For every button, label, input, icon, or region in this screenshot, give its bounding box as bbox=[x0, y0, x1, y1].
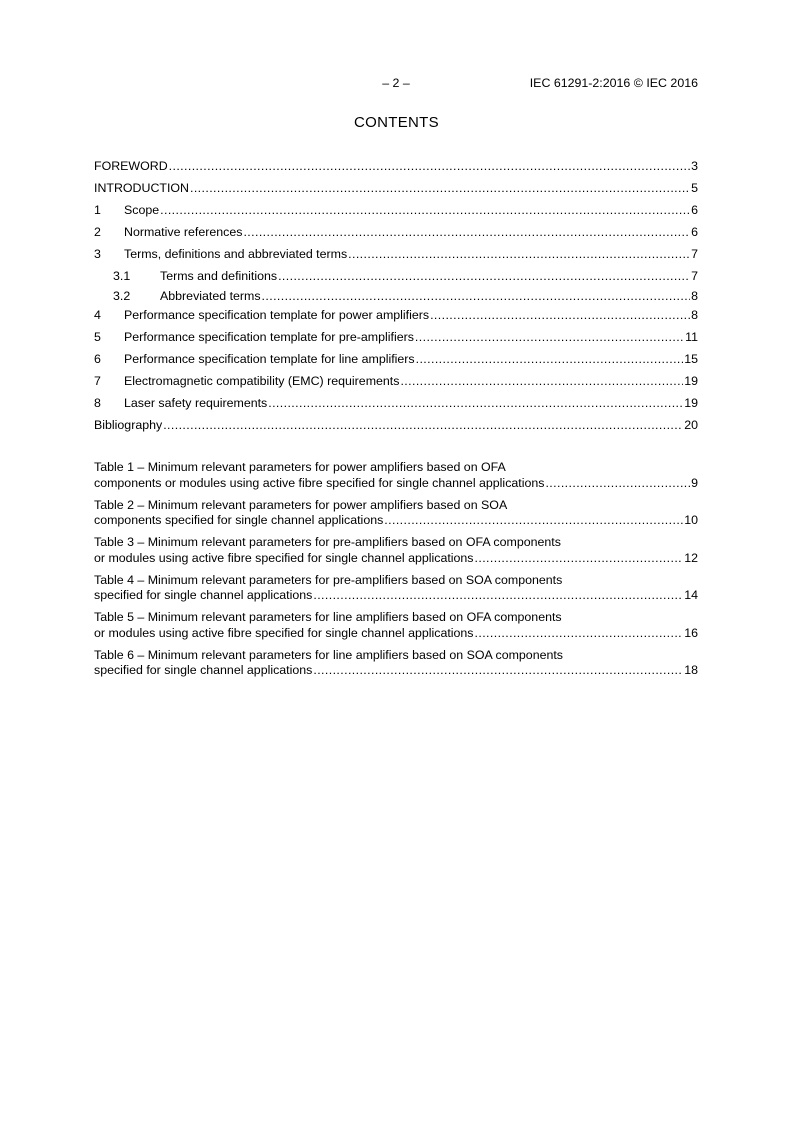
toc-entry-number: 2 bbox=[94, 225, 101, 239]
toc-entry-title: Performance specification template for line amplifiers bbox=[124, 352, 415, 366]
toc-entry-title: Terms and definitions bbox=[160, 269, 278, 283]
dot-leader bbox=[160, 202, 690, 218]
toc-entry-title: Terms, definitions and abbreviated terms bbox=[124, 247, 348, 261]
toc-entry-number: 3.2 bbox=[113, 288, 131, 303]
table-entry-caption-line1: Table 4 – Minimum relevant parameters for pre-amplifiers based on SOA components bbox=[94, 572, 563, 587]
toc-entry-number: 3 bbox=[94, 247, 101, 261]
dot-leader bbox=[430, 307, 690, 323]
toc-entry-number: 4 bbox=[94, 308, 101, 322]
dot-leader bbox=[348, 246, 690, 262]
dot-leader bbox=[313, 663, 683, 679]
table-list-entry[interactable] bbox=[94, 648, 698, 679]
toc-entry-page: 6 bbox=[691, 203, 698, 217]
table-list-entry[interactable] bbox=[94, 535, 698, 566]
page-header bbox=[0, 76, 793, 92]
page-number: – 2 – bbox=[382, 76, 410, 90]
toc-entry[interactable] bbox=[94, 202, 698, 224]
toc-entry-page: 3 bbox=[691, 159, 698, 173]
table-list-entry[interactable] bbox=[94, 498, 698, 529]
table-entry-caption-line2 bbox=[94, 551, 698, 567]
toc-entry[interactable] bbox=[94, 158, 698, 180]
toc-entry-title: Laser safety requirements bbox=[124, 396, 268, 410]
toc-entry[interactable] bbox=[94, 417, 698, 439]
dot-leader bbox=[190, 180, 690, 196]
toc-entry-title: Scope bbox=[124, 203, 160, 217]
table-entry-caption-line1: Table 6 – Minimum relevant parameters for line amplifiers based on SOA components bbox=[94, 647, 564, 662]
toc-entry-page: 7 bbox=[691, 269, 698, 283]
table-entry-page: 12 bbox=[684, 550, 698, 565]
toc-entry[interactable] bbox=[94, 307, 698, 329]
table-entry-caption-line2 bbox=[94, 513, 698, 529]
table-list-entry[interactable] bbox=[94, 460, 698, 491]
table-entry-caption-text: components or modules using active fibre specified for single channel applications bbox=[94, 475, 545, 490]
table-entry-caption-text: specified for single channel applications bbox=[94, 663, 313, 677]
toc-entry-title: Electromagnetic compatibility (EMC) requirements bbox=[124, 374, 400, 388]
toc-entry[interactable] bbox=[94, 246, 698, 268]
table-entry-page: 10 bbox=[684, 513, 698, 527]
table-entry-caption-line1: Table 3 – Minimum relevant parameters for pre-amplifiers based on OFA components bbox=[94, 535, 561, 549]
toc-entry[interactable] bbox=[94, 373, 698, 395]
toc-entry-page: 8 bbox=[691, 288, 698, 303]
toc-entry[interactable] bbox=[94, 288, 698, 308]
table-entry-page: 9 bbox=[691, 475, 698, 490]
toc-entry[interactable] bbox=[94, 395, 698, 417]
dot-leader bbox=[384, 513, 683, 529]
dot-leader bbox=[475, 551, 684, 567]
dot-leader bbox=[545, 476, 690, 492]
toc-entry-title: Performance specification template for pre-amplifiers bbox=[124, 330, 414, 344]
dot-leader bbox=[169, 158, 690, 174]
contents-title: CONTENTS bbox=[354, 114, 439, 131]
table-entry-page: 18 bbox=[684, 663, 698, 677]
toc-entry[interactable] bbox=[94, 351, 698, 373]
toc-entry-page: 6 bbox=[691, 225, 698, 239]
table-of-contents bbox=[94, 158, 698, 439]
toc-entry[interactable] bbox=[94, 180, 698, 202]
table-list-entry[interactable] bbox=[94, 573, 698, 604]
toc-entry-title: Performance specification template for power amplifiers bbox=[124, 308, 430, 322]
toc-entry-title: INTRODUCTION bbox=[94, 181, 189, 195]
toc-entry-number: 5 bbox=[94, 330, 101, 344]
dot-leader bbox=[268, 395, 683, 411]
table-entry-caption-text: components specified for single channel applications bbox=[94, 513, 384, 527]
toc-entry-title: Normative references bbox=[124, 225, 243, 239]
toc-entry-page: 11 bbox=[685, 330, 698, 344]
dot-leader bbox=[278, 268, 690, 284]
toc-entry-page: 20 bbox=[684, 418, 698, 432]
table-entry-caption-text: or modules using active fibre specified for single channel applications bbox=[94, 550, 474, 565]
toc-entry-page: 19 bbox=[684, 374, 698, 388]
toc-entry[interactable] bbox=[94, 224, 698, 246]
dot-leader bbox=[262, 288, 691, 304]
dot-leader bbox=[416, 351, 684, 367]
toc-entry-number: 7 bbox=[94, 374, 101, 388]
dot-leader bbox=[400, 373, 683, 389]
table-entry-page: 16 bbox=[684, 625, 698, 640]
toc-entry-page: 5 bbox=[691, 181, 698, 195]
table-entry-caption-line1: Table 2 – Minimum relevant parameters for power amplifiers based on SOA bbox=[94, 497, 508, 512]
table-entry-caption-line1: Table 5 – Minimum relevant parameters for line amplifiers based on OFA components bbox=[94, 610, 562, 624]
toc-entry[interactable] bbox=[94, 329, 698, 351]
toc-entry-number: 1 bbox=[94, 203, 101, 217]
dot-leader bbox=[475, 626, 684, 642]
table-list-entry[interactable] bbox=[94, 610, 698, 641]
toc-entry-title: FOREWORD bbox=[94, 159, 168, 173]
dot-leader bbox=[313, 588, 683, 604]
toc-entry-number: 8 bbox=[94, 396, 101, 410]
toc-entry-title: Bibliography bbox=[94, 418, 163, 432]
table-entry-caption-line2 bbox=[94, 476, 698, 492]
toc-entry-page: 7 bbox=[691, 247, 698, 261]
toc-entry-number: 6 bbox=[94, 352, 101, 366]
table-entry-caption-line2 bbox=[94, 626, 698, 642]
table-entry-caption-line2 bbox=[94, 663, 698, 679]
toc-entry-page: 8 bbox=[691, 308, 698, 322]
table-entry-caption-text: specified for single channel applications bbox=[94, 588, 313, 602]
table-entry-caption-text: or modules using active fibre specified for single channel applications bbox=[94, 625, 474, 640]
table-entry-caption-line2 bbox=[94, 588, 698, 604]
dot-leader bbox=[243, 224, 690, 240]
table-entry-page: 14 bbox=[684, 588, 698, 602]
toc-entry-page: 19 bbox=[684, 396, 698, 410]
toc-entry-title: Abbreviated terms bbox=[160, 288, 261, 303]
toc-entry-page: 15 bbox=[684, 352, 698, 366]
list-of-tables bbox=[94, 460, 698, 685]
toc-entry[interactable] bbox=[94, 268, 698, 288]
toc-entry-number: 3.1 bbox=[113, 269, 131, 283]
dot-leader bbox=[415, 329, 684, 345]
document-reference: IEC 61291-2:2016 © IEC 2016 bbox=[529, 76, 698, 90]
table-entry-caption-line1: Table 1 – Minimum relevant parameters for power amplifiers based on OFA bbox=[94, 460, 506, 474]
dot-leader bbox=[163, 417, 683, 433]
